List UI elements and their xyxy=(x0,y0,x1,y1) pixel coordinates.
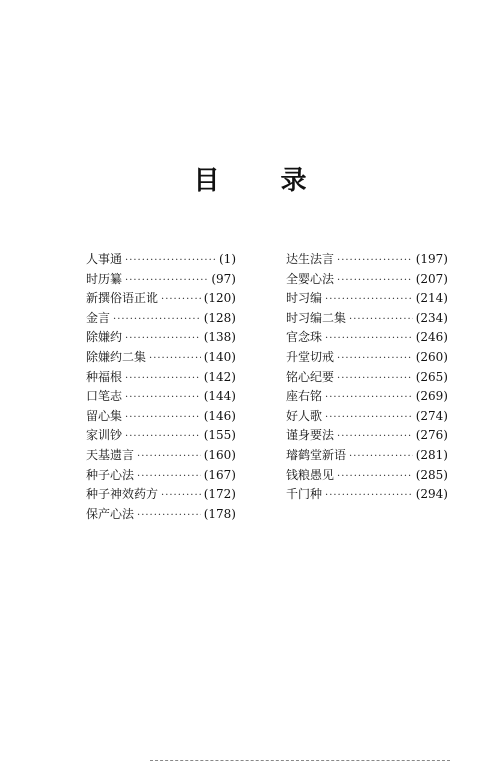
toc-entry-page: (260) xyxy=(415,349,448,364)
toc-entry-page: (178) xyxy=(203,506,236,521)
toc-leader-dots xyxy=(337,467,413,487)
toc-entry-page: (265) xyxy=(415,369,448,384)
toc-entry-page: (197) xyxy=(415,252,448,266)
page-title: 目 录 xyxy=(193,166,333,196)
toc-leader-dots xyxy=(325,408,413,428)
toc-entry xyxy=(86,328,236,348)
toc-entry xyxy=(86,505,236,525)
toc-entry xyxy=(286,348,448,368)
toc-leader-dots xyxy=(349,447,413,467)
toc-entry-title: 好人歌 xyxy=(286,408,323,423)
toc-leader-dots xyxy=(137,447,201,467)
toc-entry-page: (276) xyxy=(415,428,448,443)
toc-entry-page: (214) xyxy=(415,291,448,306)
toc-entry-title: 官念珠 xyxy=(286,330,323,345)
toc-entry-title: 时习编 xyxy=(286,291,323,306)
toc-entry-title: 时历纂 xyxy=(86,271,123,286)
toc-left-column xyxy=(86,250,236,524)
toc-entry xyxy=(286,309,448,329)
toc-entry-page: (234) xyxy=(415,310,448,325)
toc-entry-title: 种福根 xyxy=(86,369,123,384)
toc-entry-title: 座右铭 xyxy=(286,389,323,404)
toc-entry-page: (167) xyxy=(203,467,236,482)
toc-entry-title: 全婴心法 xyxy=(286,271,335,286)
toc-leader-dots xyxy=(349,310,413,330)
toc-entry-page: (285) xyxy=(415,467,448,482)
toc-entry xyxy=(286,407,448,427)
toc-entry xyxy=(286,270,448,290)
toc-entry-page: (142) xyxy=(203,369,236,384)
toc-entry-title: 时习编二集 xyxy=(286,310,347,325)
toc-entry-title: 达生法言 xyxy=(286,252,335,266)
toc-entry xyxy=(86,426,236,446)
toc-entry xyxy=(86,368,236,388)
toc-entry-title: 铭心纪要 xyxy=(286,369,335,384)
toc-leader-dots xyxy=(161,290,201,310)
toc-entry-title: 千门种 xyxy=(286,487,323,502)
toc-entry-title: 钱粮愚见 xyxy=(286,467,335,482)
toc-entry-page: (140) xyxy=(203,349,236,364)
toc-entry-page: (128) xyxy=(203,310,236,325)
toc-entry xyxy=(86,446,236,466)
toc-entry xyxy=(86,348,236,368)
toc-entry xyxy=(286,387,448,407)
toc-entry xyxy=(86,485,236,505)
toc-leader-dots xyxy=(113,310,201,330)
toc-leader-dots xyxy=(125,251,216,271)
toc-entry-page: (274) xyxy=(415,408,448,423)
toc-entry xyxy=(86,289,236,309)
toc-entry-page: (172) xyxy=(203,487,236,502)
toc-entry-page: (155) xyxy=(203,428,236,443)
toc-leader-dots xyxy=(125,408,201,428)
toc-entry-title: 升堂切戒 xyxy=(286,349,335,364)
toc-entry-title: 留心集 xyxy=(86,408,123,423)
toc-entry xyxy=(286,289,448,309)
toc-right-column xyxy=(286,250,448,505)
toc-leader-dots xyxy=(337,271,413,291)
toc-leader-dots xyxy=(325,290,413,310)
toc-leader-dots xyxy=(137,467,201,487)
toc-leader-dots xyxy=(337,251,413,271)
toc-entry-title: 保产心法 xyxy=(86,506,135,521)
toc-entry-title: 种子神效药方 xyxy=(86,487,159,502)
toc-leader-dots xyxy=(125,329,201,349)
toc-entry-title: 种子心法 xyxy=(86,467,135,482)
toc-entry-page: (269) xyxy=(415,389,448,404)
toc-entry-title: 家训钞 xyxy=(86,428,123,443)
toc-leader-dots xyxy=(125,427,201,447)
toc-entry xyxy=(86,387,236,407)
toc-entry xyxy=(286,250,448,270)
toc-leader-dots xyxy=(325,486,413,506)
toc-entry xyxy=(86,309,236,329)
toc-entry-title: 金言 xyxy=(86,310,111,325)
toc-entry-title: 新撰俗语正讹 xyxy=(86,291,159,306)
toc-leader-dots xyxy=(325,388,413,408)
toc-entry-title: 人事通 xyxy=(86,252,123,266)
toc-entry-title: 除嫌约二集 xyxy=(86,349,147,364)
toc-entry-title: 口笔志 xyxy=(86,389,123,404)
toc-entry xyxy=(286,485,448,505)
toc-leader-dots xyxy=(125,271,208,291)
toc-leader-dots xyxy=(325,329,413,349)
toc-entry xyxy=(86,466,236,486)
toc-entry-page: (146) xyxy=(203,408,236,423)
toc-entry-page: (281) xyxy=(415,447,448,462)
toc-entry-page: (138) xyxy=(203,330,236,345)
toc-leader-dots xyxy=(125,388,201,408)
toc-entry-title: 天基遗言 xyxy=(86,447,135,462)
toc-entry xyxy=(86,270,236,290)
toc-entry xyxy=(286,328,448,348)
toc-entry-page: (1) xyxy=(219,252,236,266)
bottom-rule xyxy=(150,760,450,762)
toc-entry-page: (294) xyxy=(415,487,448,502)
toc-entry-title: 璿鹤堂新语 xyxy=(286,447,347,462)
toc-entry xyxy=(286,446,448,466)
toc-entry-page: (144) xyxy=(203,389,236,404)
toc-entry-title: 除嫌约 xyxy=(86,330,123,345)
toc-entry xyxy=(86,407,236,427)
toc-entry xyxy=(286,368,448,388)
toc-leader-dots xyxy=(137,506,201,526)
toc-entry-page: (120) xyxy=(203,291,236,306)
toc-leader-dots xyxy=(149,349,201,369)
toc-entry-page: (160) xyxy=(203,447,236,462)
toc-entry xyxy=(286,426,448,446)
toc-leader-dots xyxy=(337,369,413,389)
toc-entry-page: (207) xyxy=(415,271,448,286)
toc-leader-dots xyxy=(125,369,201,389)
toc-entry-page: (246) xyxy=(415,330,448,345)
toc-leader-dots xyxy=(337,427,413,447)
toc-entry xyxy=(86,250,236,270)
toc-leader-dots xyxy=(161,486,201,506)
toc-leader-dots xyxy=(337,349,413,369)
toc-entry-page: (97) xyxy=(211,271,236,286)
toc-entry xyxy=(286,466,448,486)
toc-entry-title: 谨身要法 xyxy=(286,428,335,443)
